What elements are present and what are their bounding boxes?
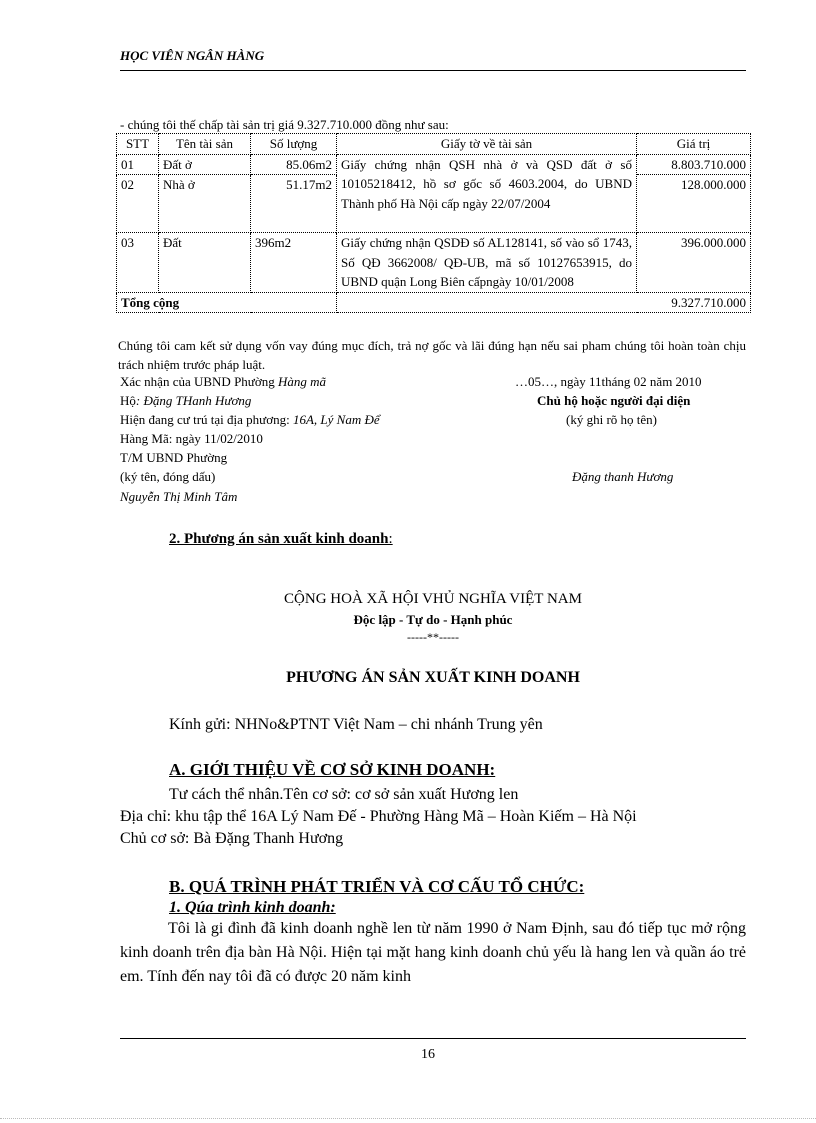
- ward-sign-note: (ký tên, đóng dấu): [120, 469, 216, 484]
- table-total-row: [117, 292, 751, 313]
- representative-sign-note: (ký ghi rõ họ tên): [566, 412, 657, 427]
- residence-prefix: Hiện đang cư trú tại địa phương:: [120, 412, 293, 427]
- residence-address: 16A, Lý Nam Để: [292, 412, 380, 427]
- col-header-qty: Số lượng: [251, 134, 337, 155]
- commitment-text: Chúng tôi cam kết sử dụng vốn vay đúng mục đích, trả nợ gốc và lãi đúng hạn nếu sai pham chúng tôi hoàn toàn chịu trách nhiệm trước pháp luật.: [118, 338, 746, 372]
- col-header-value: Giá trị: [637, 134, 751, 155]
- page-break-line: [0, 1118, 816, 1119]
- running-header: HỌC VIÊN NGÂN HÀNG: [120, 48, 265, 63]
- table-row: [117, 233, 751, 293]
- subsection-1-heading: 1. Qúa trình kinh doanh:: [169, 899, 336, 916]
- total-label: Tổng cộng: [117, 292, 337, 313]
- collateral-table: [116, 133, 751, 313]
- section-2-heading-text: 2. Phương án sản xuất kinh doanh: [169, 531, 389, 547]
- table-row: [117, 154, 751, 175]
- row-name: Đất ở: [159, 154, 251, 175]
- national-motto: Độc lập - Tự do - Hạnh phúc: [353, 612, 513, 627]
- header-rule: [120, 70, 746, 71]
- household-prefix: Hộ: [120, 393, 136, 408]
- official-name: Nguyễn Thị Minh Tâm: [120, 489, 238, 504]
- section-a-line-3: Chủ cơ sở: Bà Đặng Thanh Hương: [120, 830, 344, 847]
- section-2-heading: [169, 531, 393, 548]
- row-value: 128.000.000: [637, 175, 751, 233]
- section-a-line-2: Địa chỉ: khu tập thể 16A Lý Nam Đế - Phường Hàng Mã – Hoàn Kiếm – Hà Nội: [120, 808, 637, 825]
- row-name: Nhà ở: [159, 175, 251, 233]
- collateral-intro: - chúng tôi thế chấp tài sản trị giá 9.327.710.000 đồng như sau:: [120, 117, 449, 132]
- sign-date: …05…, ngày 11tháng 02 năm 2010: [515, 374, 702, 389]
- business-history-paragraph: Tôi là gi đình đã kinh doanh nghề len từ năm 1990 ở Nam Định, sau đó tiếp tục mở rộng kinh doanh trên địa bàn Hà Nội. Hiện tại mặt hang kinh doanh chủ yếu là hang len và quần áo trẻ em. Tính đến nay tôi đã có được 20 năm kinh: [120, 920, 746, 985]
- table-header-row: [117, 134, 751, 155]
- motto-separator: -----**-----: [407, 630, 459, 644]
- row-qty: 85.06m2: [251, 154, 337, 175]
- row-name: Đất: [159, 233, 251, 293]
- page-number: 16: [421, 1047, 435, 1062]
- section-2-heading-colon: :: [388, 531, 393, 547]
- confirm-prefix: Xác nhận của UBND Phường: [120, 374, 278, 389]
- residence-line: [120, 412, 380, 428]
- document-title: PHƯƠNG ÁN SẢN XUẤT KINH DOANH: [286, 669, 580, 686]
- household-name: : Đặng THanh Hương: [135, 393, 252, 408]
- confirm-line-1: [120, 374, 326, 390]
- section-a-line-1: Tư cách thể nhân.Tên cơ sở: cơ sở sản xuất Hương len: [169, 786, 519, 803]
- col-header-name: Tên tài sản: [159, 134, 251, 155]
- col-header-docs: Giấy tờ về tài sản: [337, 134, 637, 155]
- representative-title: Chủ hộ hoặc người đại diện: [537, 393, 691, 408]
- national-title: CỘNG HOÀ XÃ HỘI VHỦ NGHĨA VIỆT NAM: [284, 591, 582, 607]
- row-qty: 51.17m2: [251, 175, 337, 233]
- row-docs: Giấy chứng nhận QSH nhà ở và QSD đất ở số 10105218412, hồ sơ gốc số 4603.2004, do UBND Thành phố Hà Nội cấp ngày 22/07/2004: [337, 154, 637, 233]
- row-docs: Giấy chứng nhận QSDĐ số AL128141, số vào sổ 1743, Số QĐ 3662008/ QĐ-UB, mã số 10127653915, do UBND quận Long Biên cấpngày 10/01/2008: [337, 233, 637, 293]
- greeting-line: Kính gửi: NHNo&PTNT Việt Nam – chi nhánh Trung yên: [169, 716, 543, 733]
- row-value: 8.803.710.000: [637, 154, 751, 175]
- confirm-place: Hàng mã: [277, 374, 327, 389]
- section-a-heading: A. GIỚI THIỆU VỀ CƠ SỞ KINH DOANH:: [169, 760, 496, 779]
- row-stt: 02: [117, 175, 159, 233]
- row-qty: 396m2: [251, 233, 337, 293]
- total-value: 9.327.710.000: [337, 292, 751, 313]
- ward-authority-line: T/M UBND Phường: [120, 450, 228, 465]
- representative-name: Đặng thanh Hương: [572, 469, 674, 484]
- row-value: 396.000.000: [637, 233, 751, 293]
- ward-date-line: Hàng Mã: ngày 11/02/2010: [120, 431, 263, 446]
- row-stt: 03: [117, 233, 159, 293]
- col-header-stt: STT: [117, 134, 159, 155]
- household-line: [120, 393, 251, 409]
- row-stt: 01: [117, 154, 159, 175]
- footer-rule: [120, 1038, 746, 1039]
- section-b-heading: B. QUÁ TRÌNH PHÁT TRIỂN VÀ CƠ CẤU TỔ CHỨC:: [169, 877, 585, 896]
